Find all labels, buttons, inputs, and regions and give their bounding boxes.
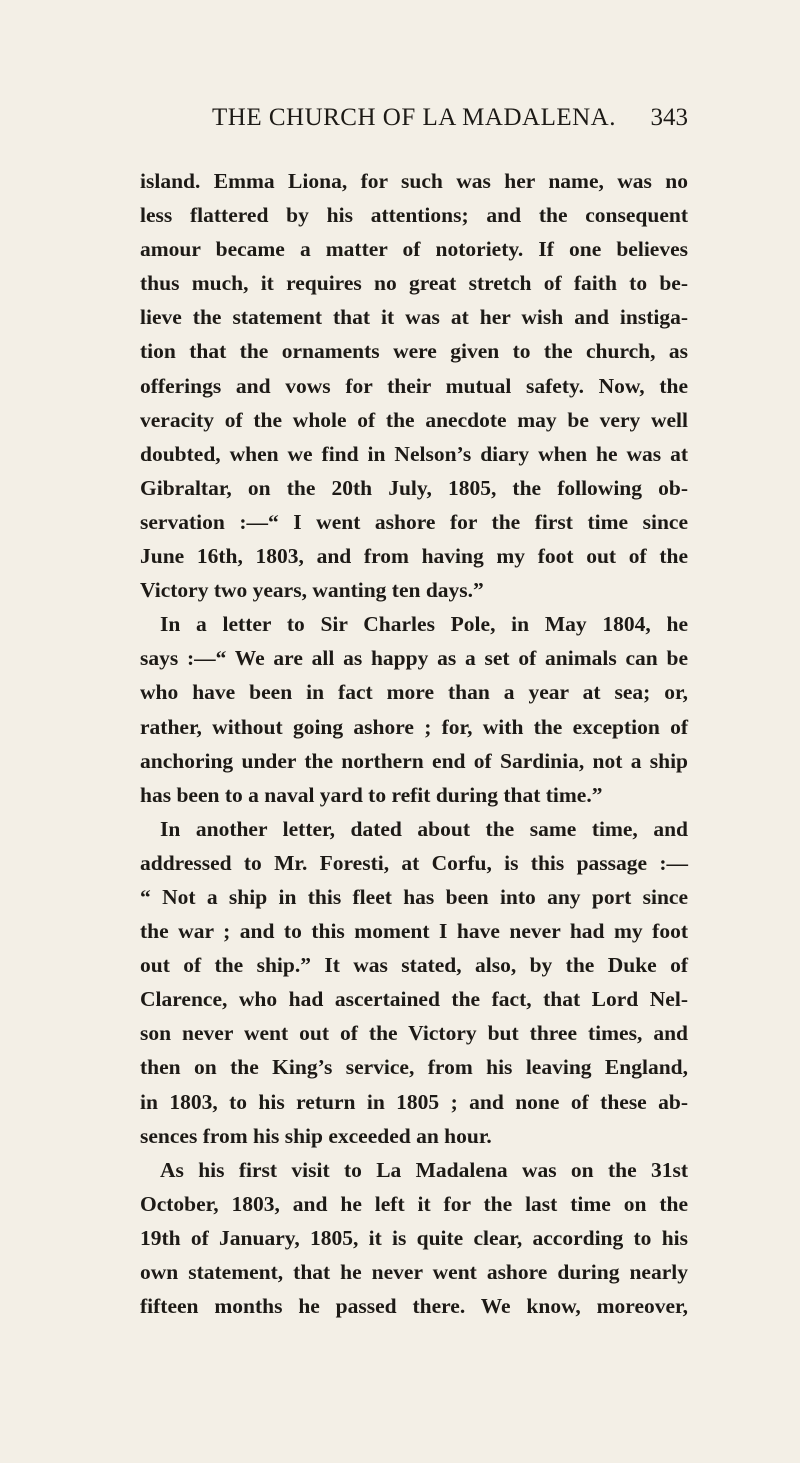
text-line: fifteen months he passed there. We know, moreover, xyxy=(140,1294,688,1319)
text-line: In another letter, dated about the same time, and xyxy=(160,816,688,841)
running-head xyxy=(140,98,688,138)
text-line: anchoring under the northern end of Sardinia, not a ship xyxy=(140,748,688,773)
text-line: son never went out of the Victory but three times, and xyxy=(140,1021,688,1046)
text-line: As his first visit to La Madalena was on the 31st xyxy=(160,1157,688,1182)
text-line: out of the ship.” It was stated, also, by the Duke of xyxy=(140,953,688,978)
text-line: tion that the ornaments were given to the church, as xyxy=(140,339,688,364)
text-line: amour became a matter of notoriety. If one believes xyxy=(140,237,688,262)
body-text xyxy=(140,164,688,1323)
text-line: veracity of the whole of the anecdote may be very well xyxy=(140,407,688,432)
text-line: in 1803, to his return in 1805 ; and none of these ab- xyxy=(140,1089,688,1114)
text-line: October, 1803, and he left it for the last time on the xyxy=(140,1191,688,1216)
text-line: thus much, it requires no great stretch of faith to be- xyxy=(140,271,688,296)
text-line: In a letter to Sir Charles Pole, in May 1804, he xyxy=(160,612,688,637)
text-line: Gibraltar, on the 20th July, 1805, the following ob- xyxy=(140,475,688,500)
text-line: rather, without going ashore ; for, with the exception of xyxy=(140,714,688,739)
text-line: Victory two years, wanting ten days.” xyxy=(140,578,484,603)
text-line: Clarence, who had ascertained the fact, that Lord Nel- xyxy=(140,987,688,1012)
text-line: addressed to Mr. Foresti, at Corfu, is this passage :— xyxy=(140,850,688,875)
running-title: THE CHURCH OF LA MADALENA. xyxy=(212,104,616,131)
text-line: has been to a naval yard to refit during that time.” xyxy=(140,782,603,807)
text-line: then on the King’s service, from his leaving England, xyxy=(140,1055,688,1080)
text-line: own statement, that he never went ashore during nearly xyxy=(140,1260,688,1284)
text-line: offerings and vows for their mutual safety. Now, the xyxy=(140,373,688,398)
text-line: sences from his ship exceeded an hour. xyxy=(140,1123,492,1148)
text-line: who have been in fact more than a year at sea; or, xyxy=(140,680,688,705)
text-line: less flattered by his attentions; and the consequent xyxy=(140,203,688,228)
text-line: 19th of January, 1805, it is quite clear, according to his xyxy=(140,1225,688,1250)
page-number: 343 xyxy=(650,104,688,131)
text-line: lieve the statement that it was at her wish and instiga- xyxy=(140,305,688,330)
text-line: says :—“ We are all as happy as a set of animals can be xyxy=(140,646,688,671)
text-line: “ Not a ship in this fleet has been into any port since xyxy=(140,884,688,909)
text-line: the war ; and to this moment I have never had my foot xyxy=(140,919,688,944)
text-line: island. Emma Liona, for such was her name, was no xyxy=(140,169,688,193)
text-line: servation :—“ I went ashore for the first time since xyxy=(140,509,688,534)
text-line: doubted, when we find in Nelson’s diary when he was at xyxy=(140,441,688,466)
text-line: June 16th, 1803, and from having my foot out of the xyxy=(140,544,688,569)
